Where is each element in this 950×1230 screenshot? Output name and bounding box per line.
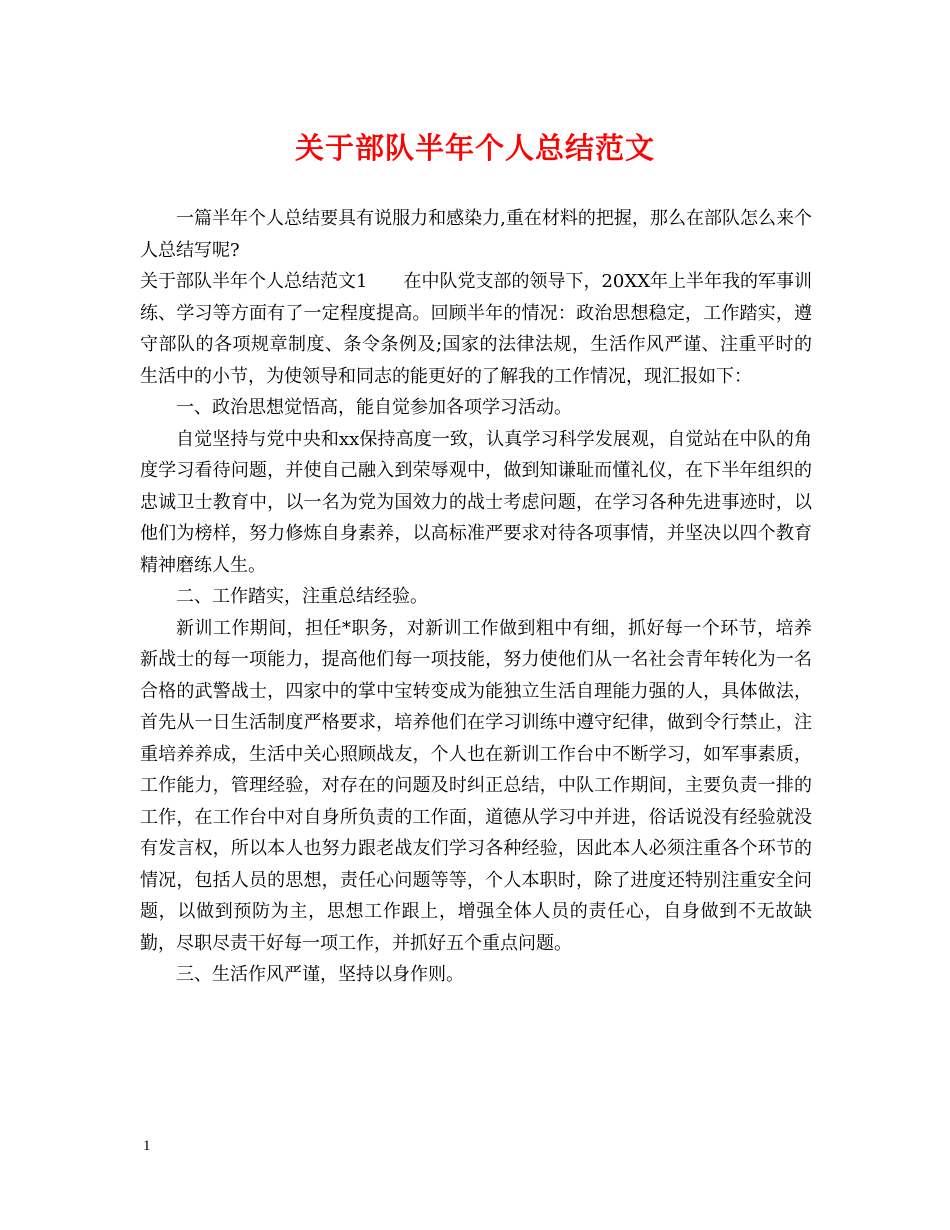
document-title: 关于部队半年个人总结范文 [294, 131, 655, 165]
page-number: 1 [143, 1138, 151, 1154]
section-heading-one: 一、政治思想觉悟高，能自觉参加各项学习活动。 [176, 397, 572, 418]
section-heading-three: 三、生活作风严谨，坚持以身作则。 [176, 964, 464, 985]
section-heading-two: 二、工作踏实，注重总结经验。 [176, 586, 428, 607]
document-body [140, 203, 812, 991]
section-one-paragraph: 自觉坚持与党中央和xx保持高度一致，认真学习科学发展观，自觉站在中队的角度学习看待问题，并使自己融入到荣辱观中，做到知谦耻而懂礼仪，在下半年组织的忠诚卫士教育中，以一名为党为国效力的战士考虑问题，在学习各种先进事迹时，以他们为榜样，努力修炼自身素养，以高标准严要求对待各项事情，并坚决以四个教育精神磨练人生。 [140, 428, 812, 576]
section-two-paragraph: 新训工作期间，担任*职务，对新训工作做到粗中有细，抓好每一个环节，培养新战士的每一项能力，提高他们每一项技能，努力使他们从一名社会青年转化为一名合格的武警战士，四家中的掌中宝转变成为能独立生活自理能力强的人，具体做法，首先从一日生活制度严格要求，培养他们在学习训练中遵守纪律，做到令行禁止，注重培养养成，生活中关心照顾战友，个人也在新训工作台中不断学习，如军事素质，工作能力，管理经验，对存在的问题及时纠正总结，中队工作期间，主要负责一排的工作，在工作台中对自身所负责的工作面，道德从学习中并进，俗话说没有经验就没有发言权，所以本人也努力跟老战友们学习各种经验，因此本人必须注重各个环节的情况，包括人员的思想，责任心问题等等，个人本职时，除了进度还特别注重安全问题，以做到预防为主，思想工作跟上，增强全体人员的责任心，自身做到不无故缺勤，尽职尽责干好每一项工作，并抓好五个重点问题。 [140, 617, 812, 954]
sample-heading: 关于部队半年个人总结范文1 [140, 271, 368, 292]
sample-one-text: 在中队党支部的领导下，20XX年上半年我的军事训练、学习等方面有了一定程度提高。回顾半年的情况：政治思想稳定，工作踏实，遵守部队的各项规章制度、条令条例及;国家的法律法规，生活作风严谨、注重平时的生活中的小节，为使领导和同志的能更好的了解我的工作情况，现汇报如下： [140, 271, 813, 387]
intro-paragraph: 一篇半年个人总结要具有说服力和感染力,重在材料的把握，那么在部队怎么来个人总结写呢? [140, 208, 812, 261]
sample-one-paragraph [140, 266, 812, 392]
